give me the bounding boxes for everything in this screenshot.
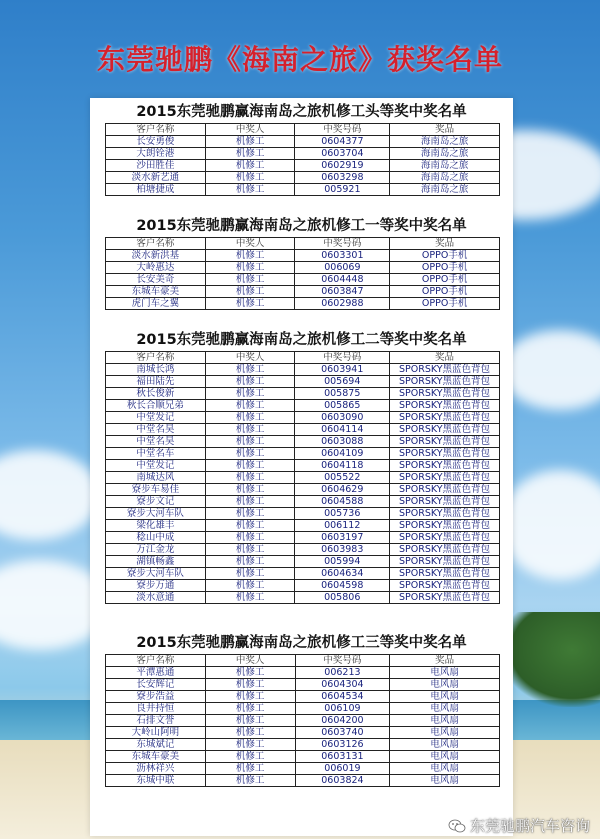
table-cell: 机修工	[205, 472, 295, 484]
table-cell: 机修工	[205, 364, 295, 376]
table-cell: 梁化雄丰	[106, 520, 206, 532]
table-cell: SPORSKY黑蓝色背包	[390, 460, 500, 472]
table-row	[106, 286, 500, 298]
table-row	[106, 364, 500, 376]
table-cell: 机修工	[205, 508, 295, 520]
table-cell: 机修工	[205, 388, 295, 400]
table-cell: 005522	[295, 472, 390, 484]
table-cell: 0604534	[295, 691, 390, 703]
table-cell: 机修工	[205, 556, 295, 568]
table-cell: 万江金龙	[106, 544, 206, 556]
table-cell: 0603090	[295, 412, 390, 424]
table-cell: 海南岛之旅	[390, 184, 500, 196]
column-header: 中奖号码	[295, 352, 390, 364]
table-cell: 006112	[295, 520, 390, 532]
table-cell: SPORSKY黑蓝色背包	[390, 424, 500, 436]
table-cell: 006019	[295, 763, 390, 775]
section-title: 2015东莞驰鹏赢海南岛之旅机修工二等奖中奖名单	[136, 332, 467, 348]
table-cell: OPPO手机	[390, 298, 500, 310]
table-cell: 海南岛之旅	[390, 160, 500, 172]
table-cell: 寮步车易佳	[106, 484, 206, 496]
table-cell: 机修工	[205, 424, 295, 436]
island-hill	[500, 612, 600, 707]
table-cell: 机修工	[205, 412, 295, 424]
table-cell: 0603126	[295, 739, 390, 751]
table-cell: SPORSKY黑蓝色背包	[390, 412, 500, 424]
table-cell: SPORSKY黑蓝色背包	[390, 448, 500, 460]
table-cell: 0603197	[295, 532, 390, 544]
watermark	[448, 815, 590, 836]
table-cell: 机修工	[205, 775, 295, 787]
table-cell: 0603301	[295, 250, 390, 262]
column-header: 中奖人	[205, 655, 295, 667]
column-header: 客户名称	[106, 655, 206, 667]
table-cell: 东城车豪美	[106, 286, 206, 298]
table-cell: 0603704	[295, 148, 390, 160]
table-cell: 005921	[295, 184, 390, 196]
table-cell: 机修工	[205, 739, 295, 751]
table-cell: 中堂发记	[106, 460, 206, 472]
table-cell: 机修工	[205, 691, 295, 703]
column-header: 中奖号码	[295, 655, 390, 667]
table-cell: 虎门车之翼	[106, 298, 206, 310]
table-row	[106, 424, 500, 436]
wechat-icon	[448, 819, 466, 833]
table-cell: 电风扇	[390, 739, 500, 751]
table-row	[106, 568, 500, 580]
table-cell: 电风扇	[390, 763, 500, 775]
section-title: 2015东莞驰鹏赢海南岛之旅机修工三等奖中奖名单	[136, 635, 467, 651]
table-cell: 机修工	[205, 580, 295, 592]
table-cell: 长安美奇	[106, 274, 206, 286]
table-row	[106, 250, 500, 262]
table-cell: 东城中联	[106, 775, 206, 787]
table-cell: OPPO手机	[390, 250, 500, 262]
table-header-row	[106, 352, 500, 364]
table-cell: 机修工	[205, 400, 295, 412]
table-cell: 电风扇	[390, 691, 500, 703]
table-row	[106, 520, 500, 532]
table-cell: 大岭惠达	[106, 262, 206, 274]
table-cell: 006109	[295, 703, 390, 715]
table-cell: SPORSKY黑蓝色背包	[390, 436, 500, 448]
table-row	[106, 667, 500, 679]
table-cell: SPORSKY黑蓝色背包	[390, 592, 500, 604]
table-cell: 大朗铨港	[106, 148, 206, 160]
table-cell: 机修工	[205, 250, 295, 262]
table-cell: 机修工	[205, 592, 295, 604]
table-cell: 机修工	[205, 715, 295, 727]
table-cell: 0603131	[295, 751, 390, 763]
table-cell: 海南岛之旅	[390, 136, 500, 148]
column-header: 客户名称	[106, 124, 206, 136]
table-cell: OPPO手机	[390, 274, 500, 286]
table-cell: 大岭山阿明	[106, 727, 206, 739]
table-cell: OPPO手机	[390, 262, 500, 274]
table-cell: 电风扇	[390, 667, 500, 679]
watermark-text: 东莞驰鹏汽车咨询	[469, 817, 590, 835]
table-cell: 0603298	[295, 172, 390, 184]
column-header: 中奖人	[205, 238, 295, 250]
table-cell: 沙田胜佳	[106, 160, 206, 172]
award-section	[90, 329, 513, 604]
table-cell: SPORSKY黑蓝色背包	[390, 508, 500, 520]
table-cell: 南城达风	[106, 472, 206, 484]
section-title: 2015东莞驰鹏赢海南岛之旅机修工一等奖中奖名单	[136, 218, 467, 234]
table-cell: 中堂名昊	[106, 436, 206, 448]
table-cell: 机修工	[205, 136, 295, 148]
table-row	[106, 592, 500, 604]
table-cell: 机修工	[205, 520, 295, 532]
table-cell: 0604200	[295, 715, 390, 727]
table-row	[106, 556, 500, 568]
table-cell: 南城长鸿	[106, 364, 206, 376]
table-cell: 机修工	[205, 148, 295, 160]
table-cell: 东城车豪美	[106, 751, 206, 763]
table-row	[106, 184, 500, 196]
table-cell: 0604634	[295, 568, 390, 580]
table-cell: 秋长俊新	[106, 388, 206, 400]
column-header: 中奖号码	[295, 124, 390, 136]
table-cell: 机修工	[205, 436, 295, 448]
table-header-row	[106, 124, 500, 136]
table-cell: 电风扇	[390, 751, 500, 763]
table-cell: 中堂发记	[106, 412, 206, 424]
table-row	[106, 775, 500, 787]
table-cell: 机修工	[205, 160, 295, 172]
table-row	[106, 298, 500, 310]
table-cell: 0603088	[295, 436, 390, 448]
winners-table	[105, 654, 500, 787]
table-cell: 机修工	[205, 274, 295, 286]
table-cell: 寮步大河车队	[106, 508, 206, 520]
table-cell: SPORSKY黑蓝色背包	[390, 532, 500, 544]
table-cell: 淡水新洪基	[106, 250, 206, 262]
table-cell: 0604109	[295, 448, 390, 460]
table-cell: SPORSKY黑蓝色背包	[390, 544, 500, 556]
table-cell: 机修工	[205, 262, 295, 274]
table-cell: 0603941	[295, 364, 390, 376]
table-cell: 石排文誉	[106, 715, 206, 727]
table-cell: 长安勇俊	[106, 136, 206, 148]
table-cell: SPORSKY黑蓝色背包	[390, 484, 500, 496]
table-cell: SPORSKY黑蓝色背包	[390, 364, 500, 376]
table-row	[106, 400, 500, 412]
table-cell: 电风扇	[390, 727, 500, 739]
table-cell: SPORSKY黑蓝色背包	[390, 496, 500, 508]
table-row	[106, 751, 500, 763]
table-cell: 机修工	[205, 184, 295, 196]
table-cell: 机修工	[205, 544, 295, 556]
column-header: 中奖号码	[295, 238, 390, 250]
table-cell: 机修工	[205, 763, 295, 775]
table-header-row	[106, 238, 500, 250]
table-row	[106, 532, 500, 544]
table-cell: 0604304	[295, 679, 390, 691]
table-cell: 0602919	[295, 160, 390, 172]
cloud	[500, 330, 600, 410]
winners-table	[105, 123, 500, 196]
table-cell: 淡水意通	[106, 592, 206, 604]
table-row	[106, 580, 500, 592]
table-row	[106, 739, 500, 751]
table-cell: 电风扇	[390, 679, 500, 691]
table-cell: 东城斌记	[106, 739, 206, 751]
section-title: 2015东莞驰鹏赢海南岛之旅机修工头等奖中奖名单	[136, 104, 467, 120]
column-header: 中奖人	[205, 124, 295, 136]
table-cell: 0603847	[295, 286, 390, 298]
table-cell: 寮步浩益	[106, 691, 206, 703]
table-cell: 0604588	[295, 496, 390, 508]
cloud	[0, 450, 100, 540]
table-cell: 机修工	[205, 376, 295, 388]
table-row	[106, 436, 500, 448]
table-header-row	[106, 655, 500, 667]
table-cell: SPORSKY黑蓝色背包	[390, 472, 500, 484]
table-cell: 稔山中成	[106, 532, 206, 544]
table-cell: SPORSKY黑蓝色背包	[390, 580, 500, 592]
table-cell: 0604114	[295, 424, 390, 436]
table-cell: 机修工	[205, 751, 295, 763]
table-cell: 005736	[295, 508, 390, 520]
column-header: 客户名称	[106, 238, 206, 250]
table-cell: 柏塘捷成	[106, 184, 206, 196]
table-cell: 机修工	[205, 568, 295, 580]
table-cell: 海南岛之旅	[390, 172, 500, 184]
table-row	[106, 160, 500, 172]
table-row	[106, 544, 500, 556]
table-row	[106, 148, 500, 160]
table-row	[106, 691, 500, 703]
award-section	[90, 632, 513, 787]
column-header: 奖品	[390, 124, 500, 136]
table-cell: 机修工	[205, 496, 295, 508]
table-row	[106, 679, 500, 691]
table-cell: 电风扇	[390, 715, 500, 727]
table-cell: SPORSKY黑蓝色背包	[390, 520, 500, 532]
table-row	[106, 703, 500, 715]
table-cell: 淡水新艺通	[106, 172, 206, 184]
winners-table	[105, 237, 500, 310]
table-cell: 0603983	[295, 544, 390, 556]
table-cell: 机修工	[205, 172, 295, 184]
table-cell: 机修工	[205, 703, 295, 715]
table-row	[106, 484, 500, 496]
table-cell: 中堂名车	[106, 448, 206, 460]
table-cell: SPORSKY黑蓝色背包	[390, 376, 500, 388]
table-cell: 机修工	[205, 667, 295, 679]
table-cell: 机修工	[205, 298, 295, 310]
table-cell: 005875	[295, 388, 390, 400]
column-header: 奖品	[390, 655, 500, 667]
table-cell: 机修工	[205, 727, 295, 739]
table-row	[106, 172, 500, 184]
table-row	[106, 388, 500, 400]
table-cell: 0603740	[295, 727, 390, 739]
table-row	[106, 136, 500, 148]
table-cell: 机修工	[205, 532, 295, 544]
table-cell: 006069	[295, 262, 390, 274]
table-cell: 良井持恒	[106, 703, 206, 715]
column-header: 奖品	[390, 352, 500, 364]
table-row	[106, 274, 500, 286]
winners-table	[105, 351, 500, 604]
column-header: 中奖人	[205, 352, 295, 364]
table-cell: 0602988	[295, 298, 390, 310]
table-row	[106, 460, 500, 472]
column-header: 客户名称	[106, 352, 206, 364]
table-cell: OPPO手机	[390, 286, 500, 298]
table-cell: 机修工	[205, 448, 295, 460]
table-cell: 寮步大河车队	[106, 568, 206, 580]
table-cell: 寮步文记	[106, 496, 206, 508]
page-title: 东莞驰鹏《海南之旅》获奖名单	[96, 43, 503, 76]
table-cell: 005994	[295, 556, 390, 568]
table-cell: 机修工	[205, 286, 295, 298]
table-row	[106, 727, 500, 739]
table-cell: 机修工	[205, 679, 295, 691]
table-cell: SPORSKY黑蓝色背包	[390, 400, 500, 412]
table-cell: 机修工	[205, 484, 295, 496]
column-header: 奖品	[390, 238, 500, 250]
table-cell: 006213	[295, 667, 390, 679]
table-cell: 0604377	[295, 136, 390, 148]
table-cell: 005694	[295, 376, 390, 388]
table-row	[106, 763, 500, 775]
table-cell: 0603824	[295, 775, 390, 787]
table-cell: 0604118	[295, 460, 390, 472]
table-cell: 电风扇	[390, 775, 500, 787]
table-row	[106, 448, 500, 460]
table-row	[106, 412, 500, 424]
table-cell: 0604598	[295, 580, 390, 592]
table-cell: 寮步万通	[106, 580, 206, 592]
award-section	[90, 101, 513, 196]
table-cell: 中堂名昊	[106, 424, 206, 436]
table-cell: 0604448	[295, 274, 390, 286]
table-cell: 福田陆先	[106, 376, 206, 388]
table-row	[106, 262, 500, 274]
table-cell: 电风扇	[390, 703, 500, 715]
table-cell: 平潭惠通	[106, 667, 206, 679]
table-cell: 长安辉记	[106, 679, 206, 691]
award-section	[90, 215, 513, 310]
table-cell: 沥林祥兴	[106, 763, 206, 775]
table-cell: 海南岛之旅	[390, 148, 500, 160]
table-cell: 005865	[295, 400, 390, 412]
table-cell: SPORSKY黑蓝色背包	[390, 388, 500, 400]
table-row	[106, 472, 500, 484]
table-cell: 0604629	[295, 484, 390, 496]
winners-panel	[90, 98, 513, 836]
table-row	[106, 715, 500, 727]
table-row	[106, 508, 500, 520]
table-cell: 005806	[295, 592, 390, 604]
table-row	[106, 496, 500, 508]
table-cell: SPORSKY黑蓝色背包	[390, 568, 500, 580]
table-cell: 秋长合顺兄弟	[106, 400, 206, 412]
table-cell: SPORSKY黑蓝色背包	[390, 556, 500, 568]
cloud	[500, 470, 600, 580]
table-cell: 机修工	[205, 460, 295, 472]
table-row	[106, 376, 500, 388]
table-cell: 湖镇畅鑫	[106, 556, 206, 568]
